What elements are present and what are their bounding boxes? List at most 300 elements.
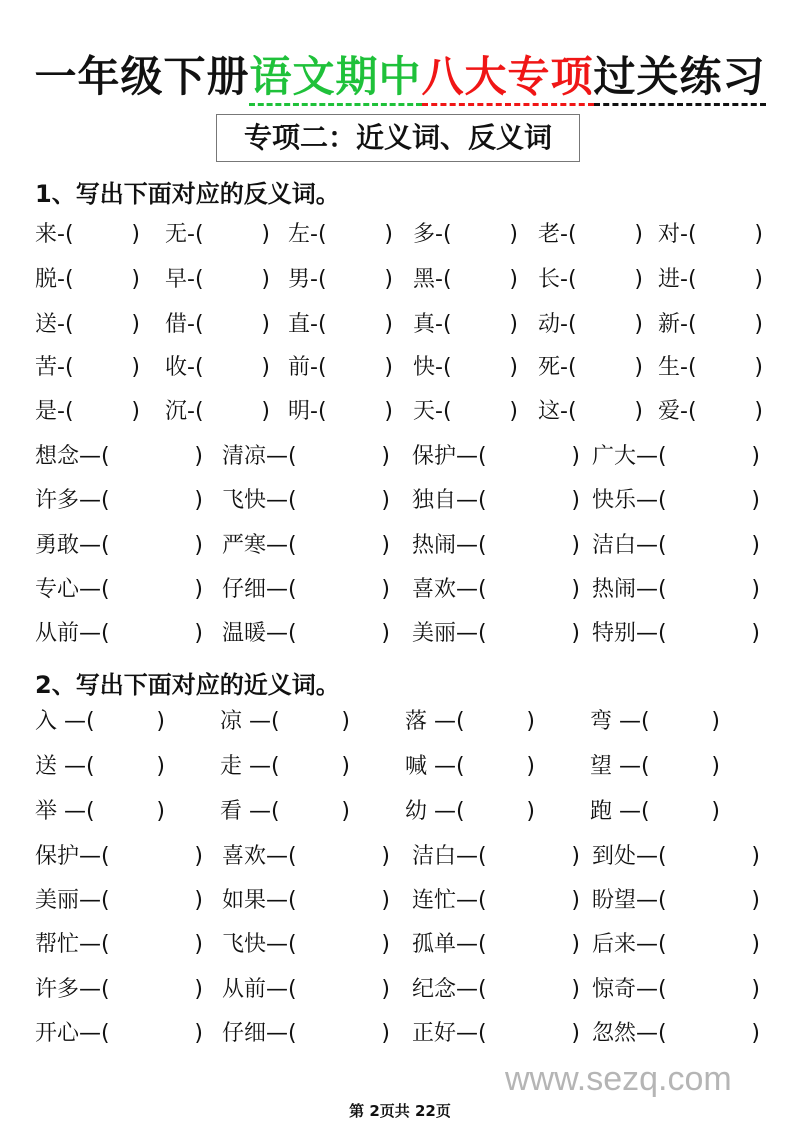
item-dash: —( [456, 444, 487, 469]
answer-blank[interactable]: ) [509, 312, 518, 337]
item-dash: -( [680, 222, 697, 247]
answer-blank[interactable]: ) [526, 799, 535, 824]
answer-blank[interactable]: ) [194, 844, 203, 869]
item-dash: —( [636, 844, 667, 869]
answer-blank[interactable]: ) [751, 444, 760, 469]
item-prompt [412, 531, 487, 561]
answer-blank[interactable]: ) [131, 355, 140, 380]
answer-blank[interactable]: ) [571, 444, 580, 469]
item-prompt [413, 220, 452, 250]
item-word: 是 [35, 399, 58, 424]
answer-blank[interactable]: ) [751, 1021, 760, 1046]
item-prompt [592, 886, 667, 916]
answer-item [592, 442, 760, 472]
item-prompt [220, 797, 280, 827]
item-word: 幼 [405, 799, 428, 824]
item-prompt [412, 1019, 487, 1049]
item-prompt [592, 442, 667, 472]
answer-item [35, 220, 140, 250]
item-word: 脱 [35, 267, 58, 292]
answer-blank[interactable]: ) [381, 621, 390, 646]
item-word: 勇敢 [35, 533, 80, 558]
title-part-3: 八大专项 [422, 52, 594, 106]
answer-blank[interactable]: ) [634, 355, 643, 380]
item-prompt [538, 220, 577, 250]
item-prompt [288, 220, 327, 250]
item-word: 特别 [592, 621, 637, 646]
answer-item [413, 353, 518, 383]
item-dash: —( [612, 754, 650, 779]
item-dash: -( [187, 222, 204, 247]
answer-item [288, 397, 393, 427]
answer-blank[interactable]: ) [381, 533, 390, 558]
answer-blank[interactable]: ) [194, 621, 203, 646]
item-word: 沉 [165, 399, 188, 424]
answer-blank[interactable]: ) [509, 355, 518, 380]
item-prompt [220, 707, 280, 737]
item-dash: -( [560, 355, 577, 380]
answer-item [222, 930, 390, 960]
item-word: 对 [658, 222, 681, 247]
answer-blank[interactable]: ) [131, 399, 140, 424]
item-dash: —( [266, 533, 297, 558]
answer-blank[interactable]: ) [571, 488, 580, 513]
item-word: 独自 [412, 488, 457, 513]
answer-blank[interactable]: ) [526, 754, 535, 779]
item-word: 看 [220, 799, 243, 824]
answer-blank[interactable]: ) [194, 444, 203, 469]
item-dash: —( [456, 488, 487, 513]
answer-blank[interactable]: ) [131, 222, 140, 247]
item-prompt [222, 486, 297, 516]
item-dash: -( [310, 312, 327, 337]
answer-blank[interactable]: ) [381, 932, 390, 957]
answer-blank[interactable]: ) [571, 977, 580, 1002]
answer-blank[interactable]: ) [261, 312, 270, 337]
item-prompt [413, 397, 452, 427]
answer-blank[interactable]: ) [381, 444, 390, 469]
item-prompt [538, 397, 577, 427]
answer-blank[interactable]: ) [131, 312, 140, 337]
item-dash: -( [187, 267, 204, 292]
item-prompt [412, 886, 487, 916]
answer-blank[interactable]: ) [571, 577, 580, 602]
item-word: 后来 [592, 932, 637, 957]
answer-item [220, 797, 350, 827]
answer-item [592, 842, 760, 872]
item-word: 天 [413, 399, 436, 424]
item-prompt [165, 310, 204, 340]
item-dash: —( [636, 1021, 667, 1046]
item-dash: —( [266, 888, 297, 913]
item-dash: -( [57, 267, 74, 292]
item-dash: —( [636, 932, 667, 957]
answer-blank[interactable]: ) [194, 577, 203, 602]
answer-item [35, 397, 140, 427]
item-prompt [35, 752, 95, 782]
answer-item [405, 752, 535, 782]
item-dash: -( [310, 222, 327, 247]
answer-blank[interactable]: ) [751, 488, 760, 513]
item-word: 美丽 [412, 621, 457, 646]
answer-item [222, 842, 390, 872]
item-dash: —( [636, 533, 667, 558]
item-dash: -( [57, 222, 74, 247]
answer-blank[interactable]: ) [634, 399, 643, 424]
item-prompt [35, 930, 110, 960]
item-prompt [165, 397, 204, 427]
answer-blank[interactable]: ) [754, 267, 763, 292]
item-word: 真 [413, 312, 436, 337]
item-word: 许多 [35, 977, 80, 1002]
item-prompt [592, 619, 667, 649]
answer-blank[interactable]: ) [261, 399, 270, 424]
answer-blank[interactable]: ) [571, 844, 580, 869]
answer-blank[interactable]: ) [509, 222, 518, 247]
item-prompt [538, 310, 577, 340]
answer-item [165, 220, 270, 250]
answer-item [288, 353, 393, 383]
answer-item [222, 442, 390, 472]
item-word: 喊 [405, 754, 428, 779]
item-word: 清凉 [222, 444, 267, 469]
item-prompt [658, 220, 697, 250]
worksheet-title [0, 44, 800, 104]
answer-blank[interactable]: ) [634, 222, 643, 247]
section-subtitle: 专项二：近义词、反义词 [216, 114, 580, 162]
answer-blank[interactable]: ) [571, 888, 580, 913]
section2-heading: 2、写出下面对应的近义词。 [35, 671, 340, 699]
item-prompt [222, 1019, 297, 1049]
item-word: 收 [165, 355, 188, 380]
item-word: 新 [658, 312, 681, 337]
item-word: 老 [538, 222, 561, 247]
item-word: 快乐 [592, 488, 637, 513]
answer-blank[interactable]: ) [751, 621, 760, 646]
item-word: 前 [288, 355, 311, 380]
item-dash: —( [79, 1021, 110, 1046]
answer-blank[interactable]: ) [194, 1021, 203, 1046]
item-word: 美丽 [35, 888, 80, 913]
answer-blank[interactable]: ) [156, 754, 165, 779]
item-prompt [412, 486, 487, 516]
item-dash: -( [57, 399, 74, 424]
answer-blank[interactable]: ) [711, 754, 720, 779]
answer-blank[interactable]: ) [341, 754, 350, 779]
item-prompt [288, 265, 327, 295]
item-dash: -( [310, 399, 327, 424]
item-prompt [35, 310, 74, 340]
answer-item [222, 531, 390, 561]
item-dash: -( [435, 312, 452, 337]
item-dash: -( [187, 399, 204, 424]
answer-blank[interactable]: ) [384, 312, 393, 337]
answer-blank[interactable]: ) [751, 844, 760, 869]
answer-blank[interactable]: ) [384, 355, 393, 380]
item-dash: -( [435, 222, 452, 247]
item-word: 爱 [658, 399, 681, 424]
answer-blank[interactable]: ) [341, 709, 350, 734]
item-prompt [35, 842, 110, 872]
answer-item [658, 310, 763, 340]
answer-item [412, 531, 580, 561]
answer-item [412, 486, 580, 516]
answer-blank[interactable]: ) [156, 799, 165, 824]
answer-blank[interactable]: ) [381, 577, 390, 602]
item-dash: —( [427, 754, 465, 779]
item-word: 想念 [35, 444, 80, 469]
item-word: 如果 [222, 888, 267, 913]
answer-item [222, 1019, 390, 1049]
item-dash: —( [636, 488, 667, 513]
item-word: 望 [590, 754, 613, 779]
item-dash: —( [612, 799, 650, 824]
item-word: 落 [405, 709, 428, 734]
answer-item [165, 265, 270, 295]
answer-item [658, 353, 763, 383]
answer-blank[interactable]: ) [509, 399, 518, 424]
answer-item [592, 886, 760, 916]
item-prompt [592, 842, 667, 872]
item-prompt [658, 310, 697, 340]
item-word: 热闹 [412, 533, 457, 558]
answer-item [412, 575, 580, 605]
answer-item [35, 619, 203, 649]
answer-item [288, 220, 393, 250]
item-prompt [412, 975, 487, 1005]
answer-item [35, 707, 165, 737]
answer-item [35, 531, 203, 561]
answer-item [538, 310, 643, 340]
item-prompt [35, 975, 110, 1005]
item-word: 送 [35, 754, 58, 779]
item-dash: —( [456, 1021, 487, 1046]
item-word: 忽然 [592, 1021, 637, 1046]
answer-blank[interactable]: ) [384, 399, 393, 424]
answer-blank[interactable]: ) [381, 488, 390, 513]
answer-blank[interactable]: ) [754, 355, 763, 380]
item-prompt [35, 575, 110, 605]
answer-item [220, 752, 350, 782]
answer-item [412, 930, 580, 960]
answer-blank[interactable]: ) [194, 533, 203, 558]
answer-blank[interactable]: ) [751, 888, 760, 913]
item-word: 热闹 [592, 577, 637, 602]
item-dash: —( [266, 488, 297, 513]
answer-blank[interactable]: ) [341, 799, 350, 824]
item-prompt [220, 752, 280, 782]
item-prompt [592, 486, 667, 516]
item-dash: -( [560, 267, 577, 292]
item-dash: —( [456, 844, 487, 869]
item-word: 黑 [413, 267, 436, 292]
answer-item [658, 397, 763, 427]
item-word: 飞快 [222, 932, 267, 957]
item-dash: —( [456, 932, 487, 957]
item-prompt [222, 975, 297, 1005]
item-word: 保护 [412, 444, 457, 469]
item-prompt [405, 752, 465, 782]
answer-blank[interactable]: ) [509, 267, 518, 292]
item-dash: -( [680, 355, 697, 380]
answer-blank[interactable]: ) [194, 977, 203, 1002]
item-dash: —( [266, 1021, 297, 1046]
item-prompt [35, 220, 74, 250]
item-dash: —( [636, 977, 667, 1002]
item-word: 保护 [35, 844, 80, 869]
section1-heading: 1、写出下面对应的反义词。 [35, 180, 340, 208]
answer-item [538, 265, 643, 295]
item-prompt [405, 707, 465, 737]
item-word: 直 [288, 312, 311, 337]
answer-blank[interactable]: ) [754, 399, 763, 424]
answer-blank[interactable]: ) [754, 312, 763, 337]
answer-item [222, 975, 390, 1005]
item-dash: -( [57, 312, 74, 337]
answer-blank[interactable]: ) [381, 1021, 390, 1046]
answer-blank[interactable]: ) [634, 267, 643, 292]
item-word: 长 [538, 267, 561, 292]
item-dash: —( [266, 577, 297, 602]
item-prompt [35, 619, 110, 649]
answer-blank[interactable]: ) [571, 932, 580, 957]
item-word: 从前 [35, 621, 80, 646]
item-dash: —( [79, 621, 110, 646]
item-dash: —( [242, 754, 280, 779]
item-dash: —( [79, 444, 110, 469]
item-word: 进 [658, 267, 681, 292]
item-word: 惊奇 [592, 977, 637, 1002]
answer-blank[interactable]: ) [194, 932, 203, 957]
answer-blank[interactable]: ) [381, 844, 390, 869]
item-dash: —( [636, 621, 667, 646]
answer-blank[interactable]: ) [751, 977, 760, 1002]
item-prompt [165, 265, 204, 295]
answer-blank[interactable]: ) [384, 267, 393, 292]
answer-blank[interactable]: ) [526, 709, 535, 734]
answer-item [538, 220, 643, 250]
item-dash: —( [57, 709, 95, 734]
item-dash: —( [266, 621, 297, 646]
answer-item [592, 930, 760, 960]
item-word: 正好 [412, 1021, 457, 1046]
answer-blank[interactable]: ) [384, 222, 393, 247]
item-prompt [592, 975, 667, 1005]
answer-blank[interactable]: ) [194, 488, 203, 513]
page-footer: 第 2页共 22页 [349, 1102, 451, 1120]
answer-blank[interactable]: ) [261, 355, 270, 380]
item-word: 跑 [590, 799, 613, 824]
item-prompt [592, 1019, 667, 1049]
answer-blank[interactable]: ) [261, 222, 270, 247]
answer-item [222, 886, 390, 916]
item-prompt [35, 531, 110, 561]
answer-blank[interactable]: ) [754, 222, 763, 247]
answer-item [412, 442, 580, 472]
item-dash: —( [79, 932, 110, 957]
item-dash: -( [435, 355, 452, 380]
answer-item [592, 1019, 760, 1049]
answer-blank[interactable]: ) [751, 932, 760, 957]
answer-item [222, 486, 390, 516]
item-word: 凉 [220, 709, 243, 734]
answer-blank[interactable]: ) [571, 1021, 580, 1046]
item-dash: -( [310, 355, 327, 380]
answer-item [165, 353, 270, 383]
item-dash: —( [266, 444, 297, 469]
answer-item [413, 397, 518, 427]
item-dash: -( [187, 312, 204, 337]
item-dash: —( [242, 799, 280, 824]
item-prompt [405, 797, 465, 827]
item-dash: -( [680, 312, 697, 337]
item-dash: —( [242, 709, 280, 734]
item-word: 明 [288, 399, 311, 424]
item-prompt [288, 353, 327, 383]
answer-blank[interactable]: ) [711, 709, 720, 734]
item-prompt [35, 707, 95, 737]
answer-blank[interactable]: ) [751, 577, 760, 602]
answer-item [412, 1019, 580, 1049]
answer-item [35, 842, 203, 872]
answer-blank[interactable]: ) [381, 977, 390, 1002]
answer-blank[interactable]: ) [131, 267, 140, 292]
answer-item [405, 797, 535, 827]
answer-blank[interactable]: ) [571, 621, 580, 646]
answer-item [35, 353, 140, 383]
item-dash: -( [435, 399, 452, 424]
item-word: 多 [413, 222, 436, 247]
answer-item [222, 619, 390, 649]
answer-blank[interactable]: ) [751, 533, 760, 558]
answer-item [592, 531, 760, 561]
item-word: 孤单 [412, 932, 457, 957]
item-prompt [222, 619, 297, 649]
answer-item [222, 575, 390, 605]
item-word: 洁白 [592, 533, 637, 558]
item-word: 仔细 [222, 577, 267, 602]
answer-blank[interactable]: ) [194, 888, 203, 913]
item-dash: —( [57, 799, 95, 824]
answer-blank[interactable]: ) [571, 533, 580, 558]
item-dash: —( [266, 977, 297, 1002]
item-dash: -( [560, 222, 577, 247]
item-prompt [35, 886, 110, 916]
answer-item [538, 397, 643, 427]
answer-item [35, 886, 203, 916]
answer-blank[interactable]: ) [634, 312, 643, 337]
answer-item [35, 442, 203, 472]
item-prompt [412, 442, 487, 472]
answer-item [35, 575, 203, 605]
item-dash: -( [57, 355, 74, 380]
item-word: 动 [538, 312, 561, 337]
item-dash: —( [79, 888, 110, 913]
item-prompt [538, 353, 577, 383]
answer-blank[interactable]: ) [381, 888, 390, 913]
answer-item [220, 707, 350, 737]
item-dash: —( [636, 444, 667, 469]
item-dash: —( [266, 932, 297, 957]
item-prompt [592, 531, 667, 561]
item-prompt [35, 353, 74, 383]
answer-blank[interactable]: ) [156, 709, 165, 734]
item-dash: -( [680, 267, 697, 292]
answer-blank[interactable]: ) [261, 267, 270, 292]
answer-item [590, 752, 720, 782]
answer-blank[interactable]: ) [711, 799, 720, 824]
item-word: 盼望 [592, 888, 637, 913]
